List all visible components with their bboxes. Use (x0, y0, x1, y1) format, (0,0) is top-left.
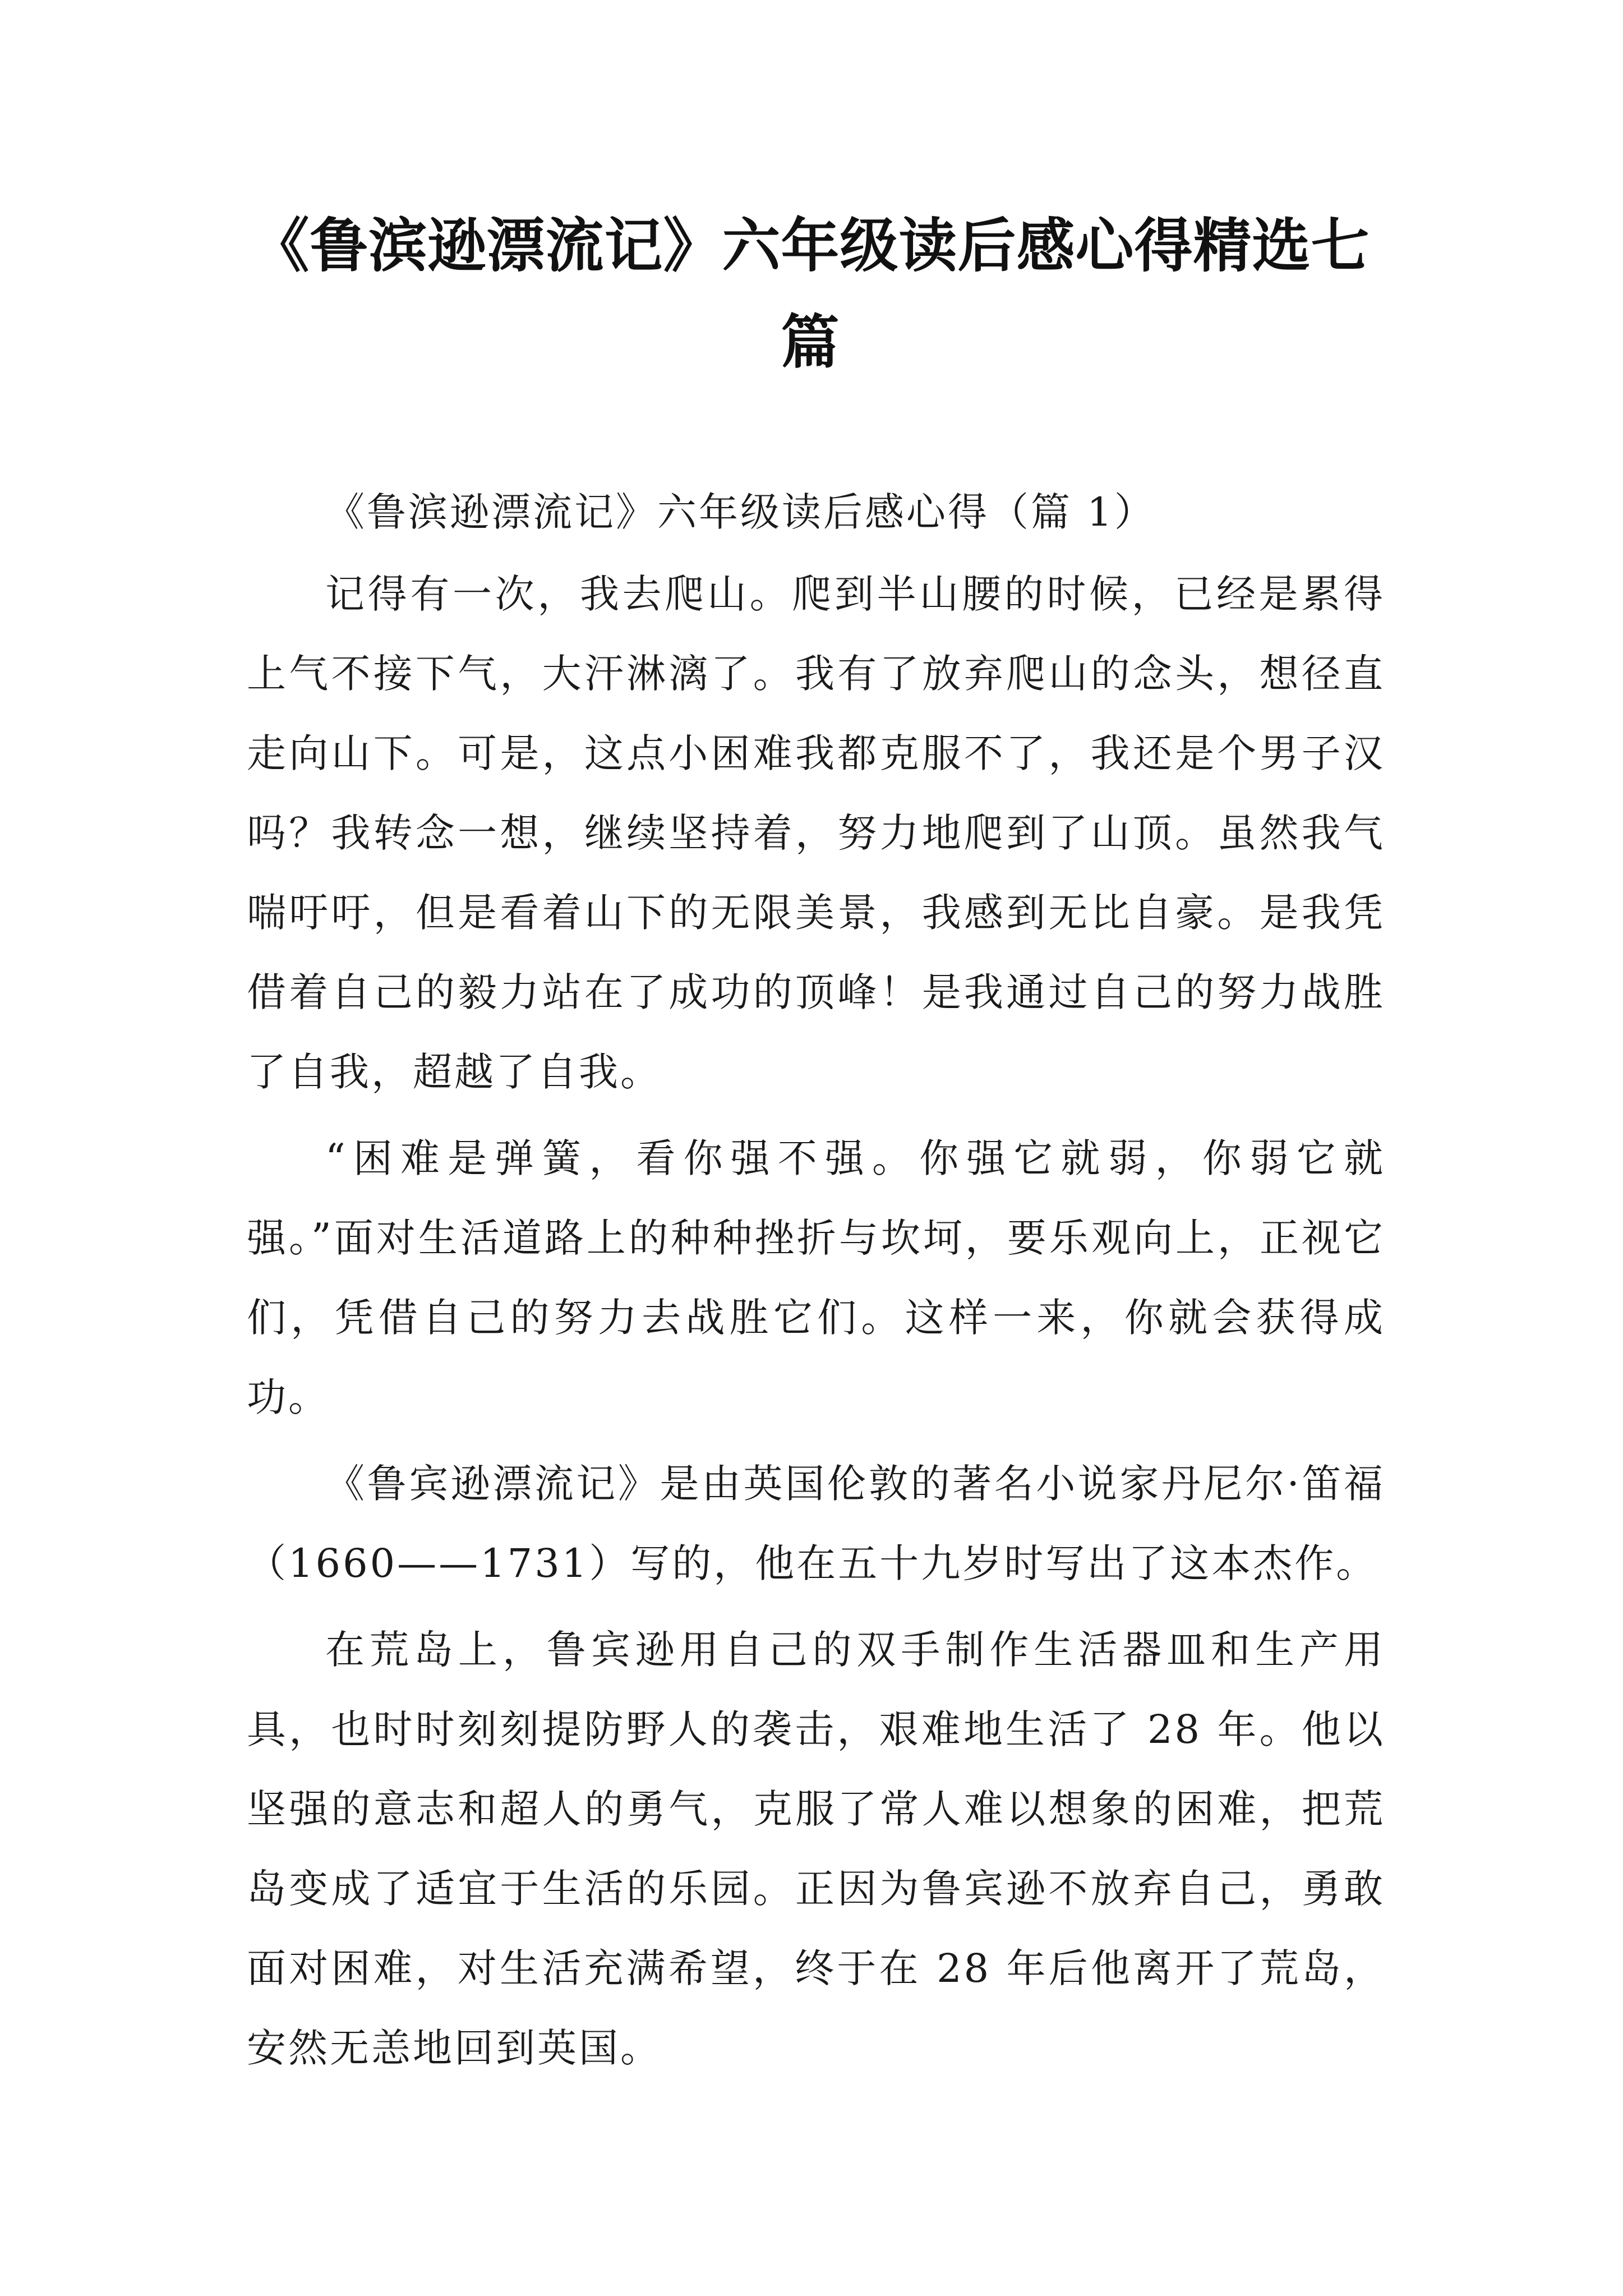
document-body (247, 472, 1385, 2095)
document-title: 《鲁滨逊漂流记》六年级读后感心得精选七篇 (251, 211, 1370, 376)
paragraph-climbing: 记得有一次，我去爬山。爬到半山腰的时候，已经是累得上气不接下气，大汗淋漓了。我有了放弃爬山的念头，想径直走向山下。可是，这点小困难我都克服不了，我还是个男子汉吗？我转念一想，继续坚持着，努力地爬到了山顶。虽然我气喘吁吁，但是看着山下的无限美景，我感到无比自豪。是我凭借着自己的毅力站在了成功的顶峰！是我通过自己的努力战胜了自我，超越了自我。 (247, 571, 1385, 1095)
paragraph-island-life: 在荒岛上，鲁宾逊用自己的双手制作生活器皿和生产用具，也时时刻刻提防野人的袭击，艰难地生活了 28 年。他以坚强的意志和超人的勇气，克服了常人难以想象的困难，把荒岛变成了适宜于生活的乐园。正因为鲁宾逊不放弃自己，勇敢面对困难，对生活充满希望，终于在 28 年后他离开了荒岛，安然无恙地回到英国。 (247, 1627, 1385, 2071)
section-heading: 《鲁滨逊漂流记》六年级读后感心得（篇 1） (325, 489, 1156, 535)
paragraph-spring-quote: “困难是弹簧，看你强不强。你强它就弱，你弱它就强。”面对生活道路上的种种挫折与坎坷，要乐观向上，正视它们，凭借自己的努力去战胜它们。这样一来，你就会获得成功。 (247, 1135, 1385, 1420)
paragraph-author: 《鲁宾逊漂流记》是由英国伦敦的著名小说家丹尼尔·笛福（1660——1731）写的，他在五十九岁时写出了这本杰作。 (247, 1461, 1385, 1586)
